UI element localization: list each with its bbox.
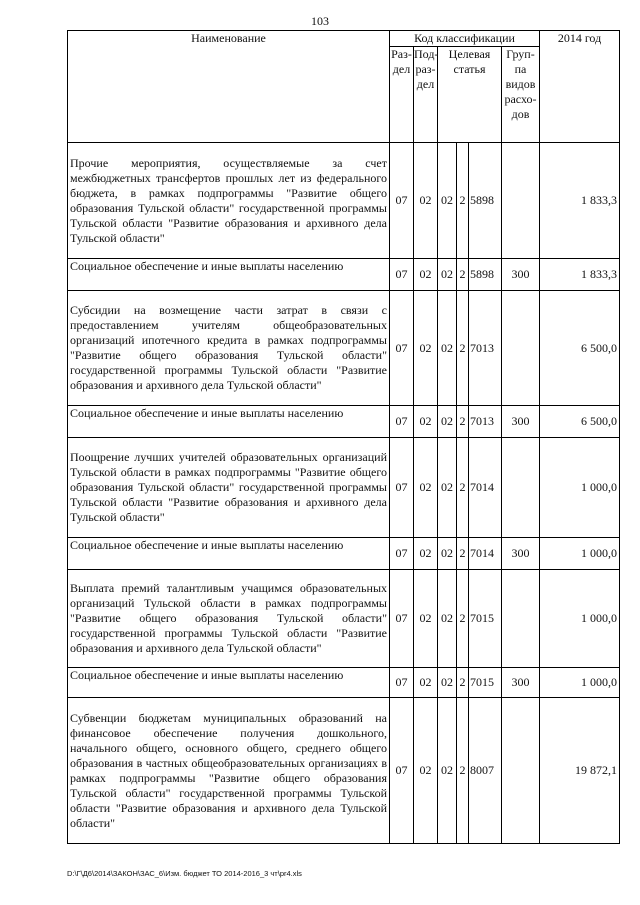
row-subsection: 02	[414, 259, 438, 291]
row-target-3: 7015	[469, 570, 502, 668]
row-section: 07	[390, 143, 414, 259]
row-target-3: 7013	[469, 406, 502, 438]
row-target-1: 02	[438, 291, 457, 406]
row-target-1: 02	[438, 698, 457, 844]
row-name: Прочие мероприятия, осуществляемые за счет межбюджетных трансфертов прошлых лет из федерального бюджета, в рамках подпрограммы "Развитие общего образования Тульской области" государственной программы Тульской области "Развитие образования и архивного дела Тульской области"	[68, 143, 390, 259]
row-section: 07	[390, 668, 414, 698]
row-section: 07	[390, 259, 414, 291]
page-number: 103	[311, 14, 329, 28]
row-target-2: 2	[457, 698, 469, 844]
row-group: 300	[502, 668, 540, 698]
row-group: 300	[502, 406, 540, 438]
header-subsection: Под- раз- дел	[414, 47, 438, 143]
header-classification: Код классификации	[390, 31, 540, 47]
row-target-2: 2	[457, 438, 469, 538]
table-row	[68, 538, 620, 570]
row-target-2: 2	[457, 406, 469, 438]
table-row	[68, 143, 620, 259]
row-subsection: 02	[414, 291, 438, 406]
row-subsection: 02	[414, 438, 438, 538]
row-section: 07	[390, 291, 414, 406]
row-group	[502, 570, 540, 668]
row-target-2: 2	[457, 291, 469, 406]
header-group: Груп- па видов расхо- дов	[502, 47, 540, 143]
row-target-3: 8007	[469, 698, 502, 844]
row-target-3: 5898	[469, 259, 502, 291]
table-row	[68, 438, 620, 538]
row-target-3: 7014	[469, 438, 502, 538]
header-name: Наименование	[68, 31, 390, 143]
row-target-1: 02	[438, 143, 457, 259]
table-row	[68, 698, 620, 844]
row-name: Поощрение лучших учителей образовательных организаций Тульской области в рамках подпрограммы "Развитие общего образования Тульской области" государственной программы Тульской области "Развитие образования и архивного дела Тульской области"	[68, 438, 390, 538]
row-target-2: 2	[457, 259, 469, 291]
row-target-1: 02	[438, 668, 457, 698]
row-group	[502, 698, 540, 844]
row-amount: 6 500,0	[540, 406, 620, 438]
budget-table	[67, 30, 620, 844]
row-section: 07	[390, 438, 414, 538]
row-amount: 19 872,1	[540, 698, 620, 844]
row-name: Социальное обеспечение и иные выплаты населению	[68, 668, 390, 698]
row-target-1: 02	[438, 438, 457, 538]
row-name: Субвенции бюджетам муниципальных образований на финансовое обеспечение получения дошкольного, начального общего, основного общего, среднего общего образования в частных общеобразовательных организациях в рамках подпрограммы "Развитие общего образования Тульской области" государственной программы Тульской области "Развитие образования и архивного дела Тульской области"	[68, 698, 390, 844]
row-target-1: 02	[438, 259, 457, 291]
row-name: Выплата премий талантливым учащимся образовательных организаций Тульской области в рамках подпрограммы "Развитие общего образования Тульской области" государственной программы Тульской области "Развитие образования и архивного дела Тульской области"	[68, 570, 390, 668]
row-name: Социальное обеспечение и иные выплаты населению	[68, 259, 390, 291]
row-group	[502, 143, 540, 259]
row-amount: 6 500,0	[540, 291, 620, 406]
header-section: Раз- дел	[390, 47, 414, 143]
row-target-2: 2	[457, 570, 469, 668]
row-target-1: 02	[438, 406, 457, 438]
row-target-2: 2	[457, 538, 469, 570]
row-amount: 1 833,3	[540, 259, 620, 291]
row-subsection: 02	[414, 570, 438, 668]
row-section: 07	[390, 406, 414, 438]
row-group	[502, 438, 540, 538]
table-row	[68, 668, 620, 698]
row-section: 07	[390, 538, 414, 570]
table-row	[68, 259, 620, 291]
header-target: Целевая статья	[438, 47, 502, 143]
row-group: 300	[502, 538, 540, 570]
table-row	[68, 570, 620, 668]
row-target-1: 02	[438, 538, 457, 570]
row-target-3: 7015	[469, 668, 502, 698]
row-subsection: 02	[414, 406, 438, 438]
row-amount: 1 833,3	[540, 143, 620, 259]
header-year: 2014 год	[540, 31, 620, 143]
row-name: Субсидии на возмещение части затрат в связи с предоставлением учителям общеобразовательных организаций ипотечного кредита в рамках подпрограммы "Развитие общего образования Тульской области" государственной программы Тульской области "Развитие образования и архивного дела Тульской области"	[68, 291, 390, 406]
row-section: 07	[390, 698, 414, 844]
row-subsection: 02	[414, 143, 438, 259]
row-amount: 1 000,0	[540, 570, 620, 668]
row-target-1: 02	[438, 570, 457, 668]
row-amount: 1 000,0	[540, 438, 620, 538]
row-amount: 1 000,0	[540, 538, 620, 570]
row-target-2: 2	[457, 143, 469, 259]
row-group: 300	[502, 259, 540, 291]
row-target-3: 7013	[469, 291, 502, 406]
footer-file-path: D:\Г\Д6\2014\ЗАКОН\ЗАС_6\Изм. бюджет ТО 2014-2016_3 чт\pr4.xls	[67, 869, 302, 878]
row-subsection: 02	[414, 538, 438, 570]
table-row	[68, 406, 620, 438]
row-subsection: 02	[414, 698, 438, 844]
row-group	[502, 291, 540, 406]
row-amount: 1 000,0	[540, 668, 620, 698]
row-target-3: 7014	[469, 538, 502, 570]
row-name: Социальное обеспечение и иные выплаты населению	[68, 538, 390, 570]
row-target-2: 2	[457, 668, 469, 698]
row-target-3: 5898	[469, 143, 502, 259]
row-subsection: 02	[414, 668, 438, 698]
table-row	[68, 291, 620, 406]
row-section: 07	[390, 570, 414, 668]
row-name: Социальное обеспечение и иные выплаты населению	[68, 406, 390, 438]
